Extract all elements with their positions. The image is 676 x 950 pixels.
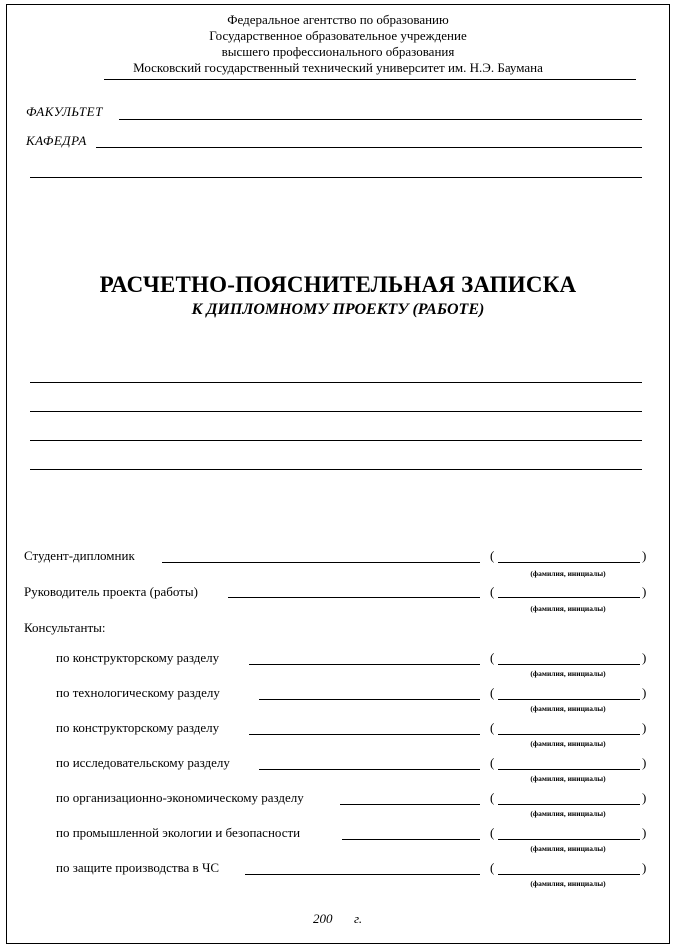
paren-open: ( [490, 790, 495, 805]
consultant-signature-line[interactable] [340, 804, 480, 805]
consultant-label-research: по исследовательскому разделу [56, 755, 230, 770]
paren-open: ( [490, 548, 495, 563]
consultant-name-line[interactable] [498, 699, 640, 700]
paren-open: ( [490, 650, 495, 665]
student-signature-line[interactable] [162, 562, 480, 563]
consultant-name-line[interactable] [498, 874, 640, 875]
consultant-name-line[interactable] [498, 664, 640, 665]
consultant-signature-line[interactable] [342, 839, 480, 840]
name-hint: (фамилия, инициалы) [530, 569, 606, 578]
paren-close: ) [642, 860, 647, 875]
consultant-label-emergency: по защите производства в ЧС [56, 860, 220, 875]
topic-line-2[interactable] [30, 411, 642, 412]
consultant-signature-line[interactable] [259, 699, 480, 700]
name-hint: (фамилия, инициалы) [530, 809, 606, 818]
header-line-institution: Государственное образовательное учреждение [209, 28, 467, 43]
consultant-signature-line[interactable] [249, 664, 480, 665]
paren-open: ( [490, 720, 495, 735]
extra-field-line[interactable] [30, 177, 642, 178]
topic-line-1[interactable] [30, 382, 642, 383]
paren-close: ) [642, 790, 647, 805]
consultant-label-technology: по технологическому разделу [56, 685, 220, 700]
supervisor-signature-line[interactable] [228, 597, 480, 598]
header-line-agency: Федеральное агентство по образованию [227, 12, 449, 27]
paren-close: ) [642, 650, 647, 665]
consultant-label-design-2: по конструкторскому разделу [56, 720, 220, 735]
consultant-signature-line[interactable] [259, 769, 480, 770]
supervisor-name-line[interactable] [498, 597, 640, 598]
name-hint: (фамилия, инициалы) [530, 704, 606, 713]
header-line-education: высшего профессионального образования [221, 44, 455, 59]
consultant-signature-line[interactable] [245, 874, 480, 875]
paren-close: ) [642, 548, 647, 563]
name-hint: (фамилия, инициалы) [530, 739, 606, 748]
paren-open: ( [490, 584, 495, 599]
name-hint: (фамилия, инициалы) [530, 669, 606, 678]
topic-line-3[interactable] [30, 440, 642, 441]
supervisor-label: Руководитель проекта (работы) [24, 584, 198, 599]
consultant-signature-line[interactable] [249, 734, 480, 735]
consultant-name-line[interactable] [498, 769, 640, 770]
paren-open: ( [490, 860, 495, 875]
paren-close: ) [642, 720, 647, 735]
consultants-label: Консультанты: [24, 620, 106, 635]
name-hint: (фамилия, инициалы) [530, 844, 606, 853]
paren-open: ( [490, 685, 495, 700]
header-underline [104, 79, 636, 80]
document-title: РАСЧЕТНО-ПОЯСНИТЕЛЬНАЯ ЗАПИСКА [99, 272, 577, 297]
department-label: КАФЕДРА [26, 133, 87, 148]
consultant-name-line[interactable] [498, 804, 640, 805]
paren-close: ) [642, 584, 647, 599]
faculty-field-line[interactable] [119, 119, 642, 120]
department-field-line[interactable] [96, 147, 642, 148]
year-prefix: 200 [313, 911, 333, 926]
paren-close: ) [642, 825, 647, 840]
header-line-university: Московский государственный технический университет им. Н.Э. Баумана [133, 60, 543, 75]
name-hint: (фамилия, инициалы) [530, 604, 606, 613]
document-subtitle: К ДИПЛОМНОМУ ПРОЕКТУ (РАБОТЕ) [191, 301, 485, 318]
student-name-line[interactable] [498, 562, 640, 563]
paren-open: ( [490, 825, 495, 840]
year-suffix: г. [354, 911, 363, 926]
consultant-name-line[interactable] [498, 734, 640, 735]
name-hint: (фамилия, инициалы) [530, 774, 606, 783]
student-label: Студент-дипломник [24, 548, 135, 563]
paren-open: ( [490, 755, 495, 770]
consultant-label-ecology: по промышленной экологии и безопасности [56, 825, 301, 840]
paren-close: ) [642, 755, 647, 770]
faculty-label: ФАКУЛЬТЕТ [26, 104, 103, 119]
paren-close: ) [642, 685, 647, 700]
consultant-label-economics: по организационно-экономическому разделу [56, 790, 304, 805]
consultant-name-line[interactable] [498, 839, 640, 840]
name-hint: (фамилия, инициалы) [530, 879, 606, 888]
consultant-label-design: по конструкторскому разделу [56, 650, 220, 665]
topic-line-4[interactable] [30, 469, 642, 470]
